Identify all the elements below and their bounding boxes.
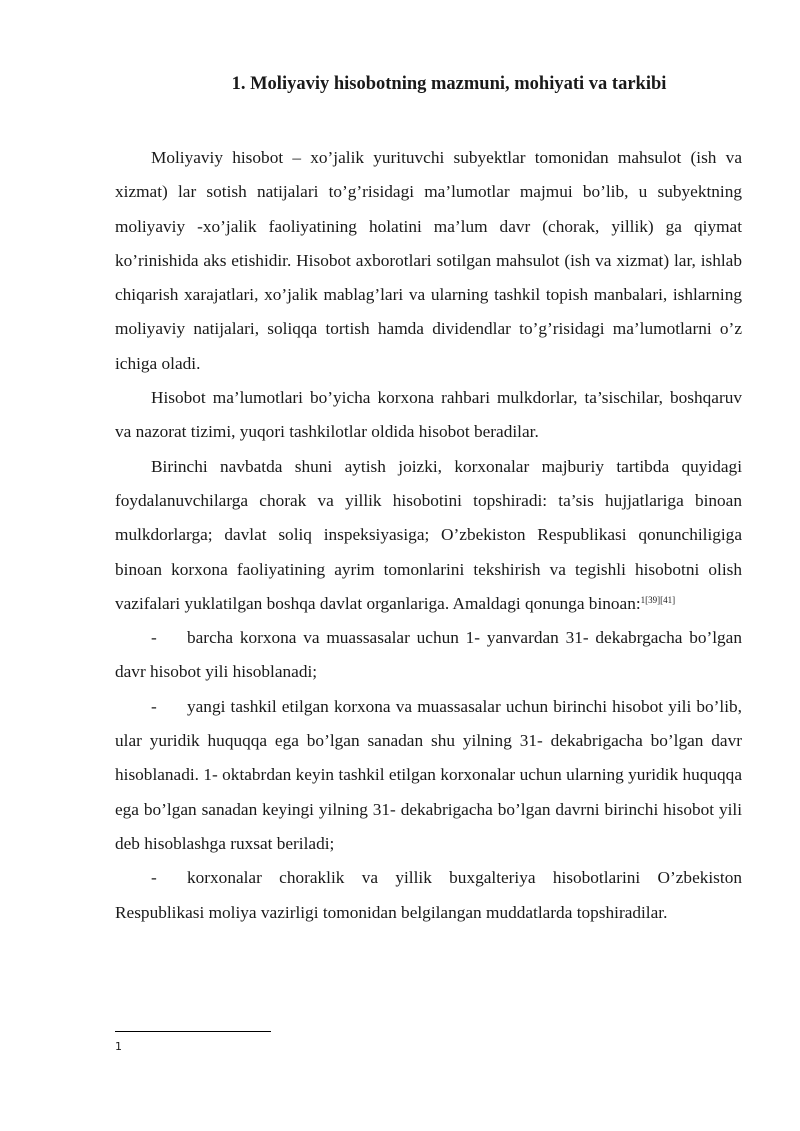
page-title: 1. Moliyaviy hisobotning mazmuni, mohiyati va tarkibi <box>231 74 667 94</box>
paragraph-reporting: Hisobot ma’lumotlari bo’yicha korxona rahbari mulkdorlar, ta’sischilar, boshqaruv va nazorat tizimi, yuqori tashkilotlar oldida hisobot beradilar. <box>115 388 742 442</box>
paragraph-users <box>115 450 742 621</box>
paragraph-definition: Moliyaviy hisobot – xo’jalik yurituvchi subyektlar tomonidan mahsulot (ish va xizmat) lar sotish natijalari to’g’risidagi ma’lumotlar majmui bo’lib, u subyektning moliyaviy -xo’jalik faoliyatining holatini ma’lum davr (chorak, yillik) ga qiymat ko’rinishida aks etishidir. Hisobot axborotlari sotilgan mahsulot (ish va xizmat) lar, ishlab chiqarish xarajatlari, xo’jalik mablag’lari va ularning tashkil topish manbalari, ishlarning moliyaviy natijalari, soliqqa tortish hamda dividendlar to’g’risidagi ma’lumotlarni o’z ichiga oladi. <box>115 148 742 373</box>
list-marker: - <box>151 868 157 888</box>
footnote-reference: 1[39][41] <box>640 594 676 605</box>
list-item-text: korxonalar choraklik va yillik buxgalteriya hisobotlarini O’zbekiston Respublikasi moliya vazirligi tomonidan belgilangan muddatlarda topshiradilar. <box>115 868 742 922</box>
list-marker: - <box>151 696 157 716</box>
list-item <box>115 861 742 930</box>
list-item-text: barcha korxona va muassasalar uchun 1- yanvardan 31- dekabrgacha bo’lgan davr hisobot yili hisoblanadi; <box>115 628 742 682</box>
document-body <box>115 141 742 930</box>
footnote-number: 1 <box>115 1040 122 1053</box>
list-item <box>115 621 742 690</box>
list-marker: - <box>151 628 157 648</box>
list-item <box>115 690 742 861</box>
footnote-divider <box>115 1031 271 1032</box>
paragraph-users-text: Birinchi navbatda shuni aytish joizki, korxonalar majburiy tartibda quyidagi foydalanuvchilarga chorak va yillik hisobotini topshiradi: ta’sis hujjatlariga binoan mulkdorlarga; davlat soliq inspeksiyasiga; O’zbekiston Respublikasi qonunchiligiga binoan korxona faoliyatining ayrim tomonlarini tekshirish va tegishli hisobotni olish vazifalari yuklatilgan boshqa davlat organlariga. Amaldagi qonunga binoan: <box>115 456 742 613</box>
list-item-text: yangi tashkil etilgan korxona va muassasalar uchun birinchi hisobot yili bo’lib, ular yuridik huquqqa ega bo’lgan sanadan shu yilning 31- dekabrigacha bo’lgan davr hisoblanadi. 1- oktabrdan keyin tashkil etilgan korxonalar uchun ularning yuridik huquqqa ega bo’lgan sanadan keyingi yilning 31- dekabrigacha bo’lgan davrni birinchi hisobot yili deb hisoblashga ruxsat beriladi; <box>115 696 742 853</box>
